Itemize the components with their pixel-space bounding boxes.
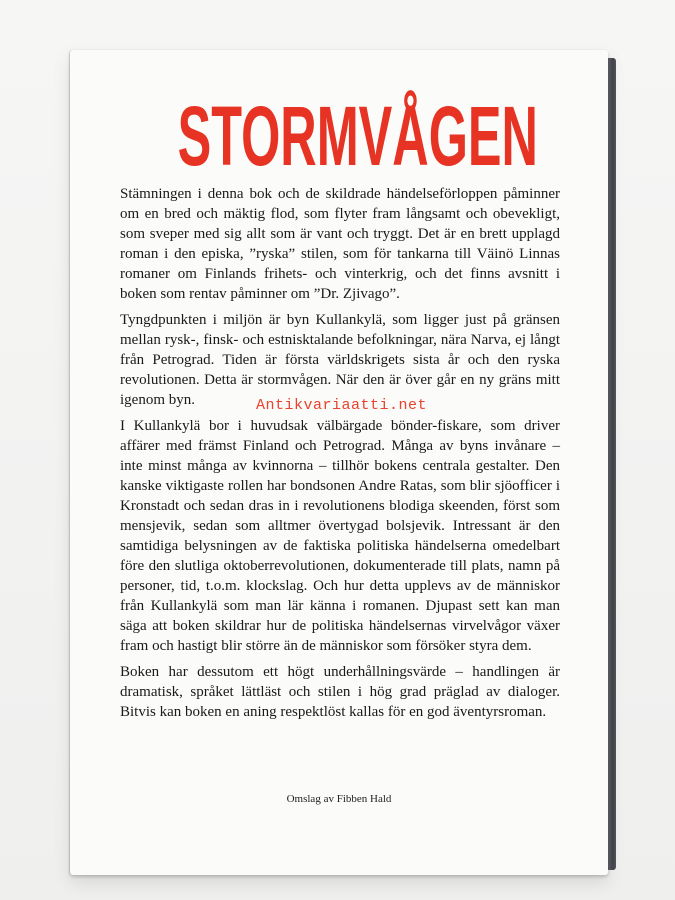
cover-credit: Omslag av Fibben Hald bbox=[286, 793, 392, 805]
book-title: STORMVÅGEN bbox=[177, 89, 538, 183]
blurb-paragraph: Stämningen i denna bok och de skildrade händelseförloppen påminner om en bred och mäktig flod, som flyter fram långsamt och obevekligt, som sveper med sig allt som är vant och tryggt. Det är en brett upplagd roman i den episka, ”ryska” stilen, som för tankarna till Väinö Linnas romaner om Finlands frihets- och vinterkrig, och det finns avsnitt i boken som rentav påminner om ”Dr. Zjivago”. bbox=[120, 186, 560, 302]
blurb-paragraph: Tyngdpunkten i miljön är byn Kullankylä, som ligger just på gränsen mellan rysk-, finsk- och estnisktalande befolkningar, nära Narva, ej långt från Petrograd. Tiden är första världskrigets sista år och den ryska revolutionen. Detta är stormvågen. När den är över går en ny gräns mitt igenom byn. bbox=[120, 312, 560, 408]
book-spine-edge bbox=[608, 58, 616, 870]
blurb-paragraph: Boken har dessutom ett högt underhållningsvärde – handlingen är dramatisk, språket lättläst och stilen i hög grad präglad av dialoger. Bitvis kan boken en aning respektlöst kallas för en god äventyrsroman. bbox=[120, 664, 560, 720]
watermark: Antikvariaatti.net bbox=[256, 397, 428, 414]
blurb-paragraph: I Kullankylä bor i huvudsak välbärgade bönder-fiskare, som driver affärer med främst Finland och Petrograd. Många av byns invånare – inte minst många av kvinnorna – tillhör bokens centrala gestalter. Den kanske viktigaste rollen har bondsonen Andre Ratas, som blir sjöofficer i Kronstadt och sedan dras in i revolutionens blodiga skeenden, först som mensjevik, sedan som alltmer övertygad bolsjevik. Intressant är den samtidiga belysningen av de faktiska politiska händelserna omedelbart före den slutliga oktoberrevolutionen, dokumenterade till plats, namn på personer, tid, t.o.m. klockslag. Och hur detta upplevs av de människor från Kullankylä som man lär känna i romanen. Djupast sett kan man säga att boken skildrar hur de politiska händelsernas virvelvågor växer fram och hastigt blir större än de människor som försöker styra dem. bbox=[120, 418, 560, 654]
blurb-text bbox=[120, 184, 560, 728]
